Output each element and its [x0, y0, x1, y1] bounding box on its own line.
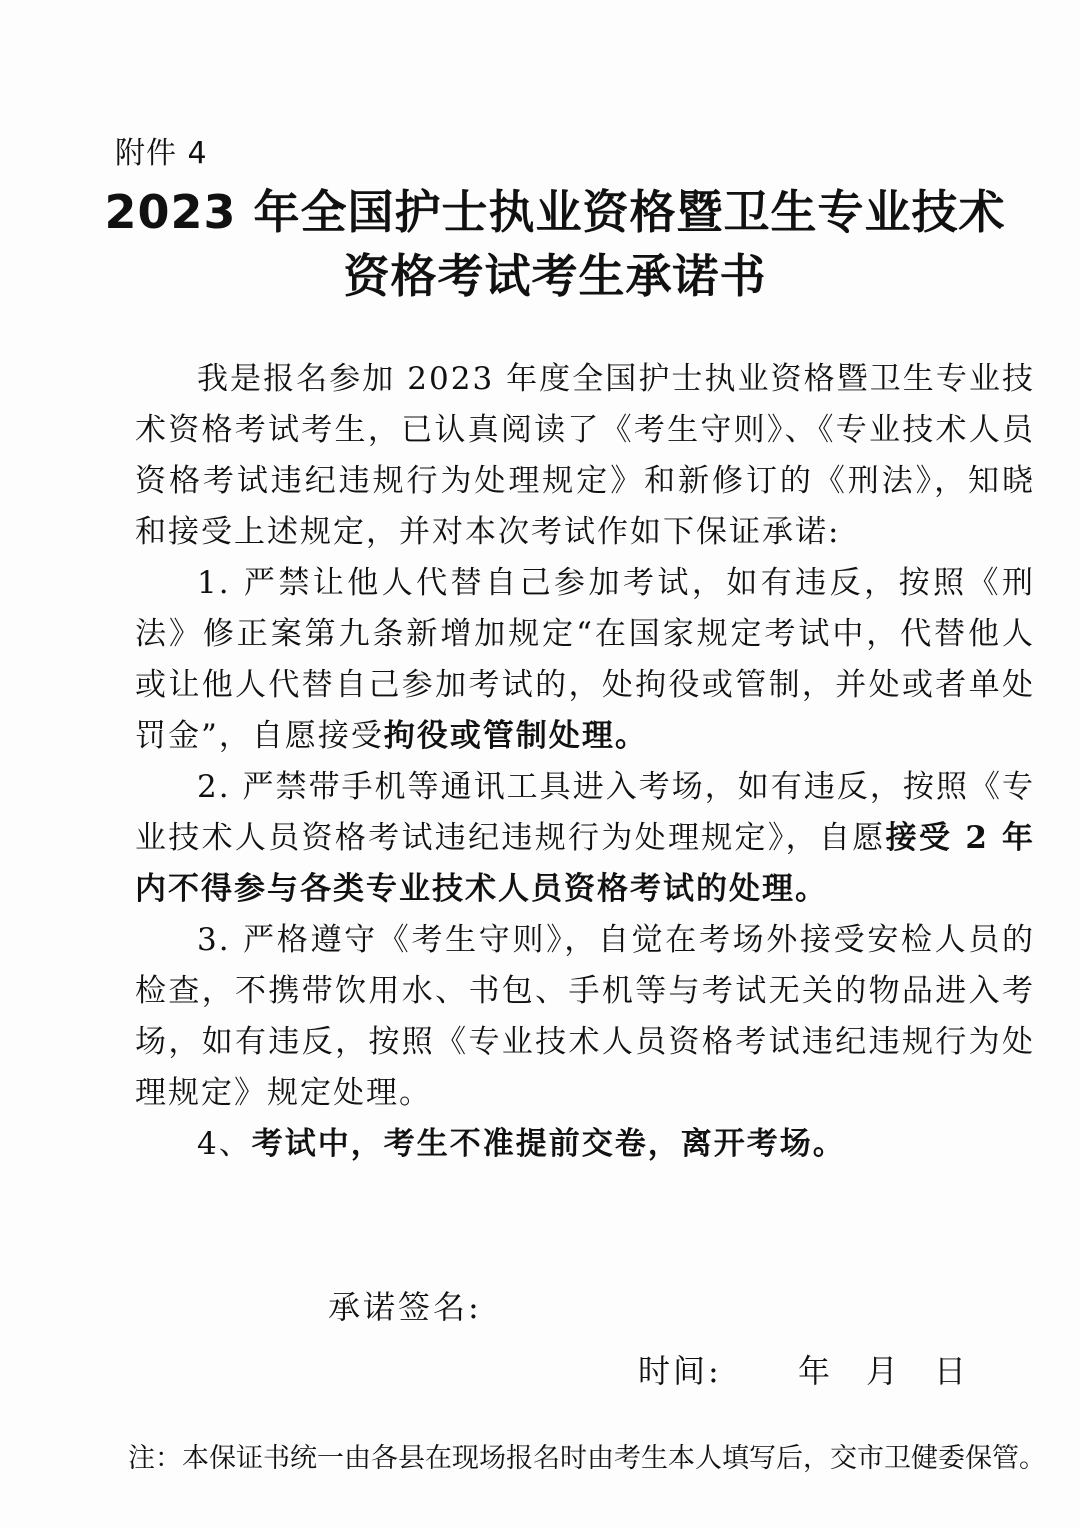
date-label: 时间: [638, 1352, 722, 1390]
item-1-text: 1. 严禁让他人代替自己参加考试，如有违反，按照《刑法》修正案第九条新增加规定“在国家规定考试中，代替他人或让他人代替自己参加考试的，处拘役或管制，并处或者单处罚金”，自愿接受 [135, 565, 1035, 754]
date-row [638, 1346, 969, 1392]
commitment-item-3: 3. 严格遵守《考生守则》，自觉在考场外接受安检人员的检查，不携带饮用水、书包、手机等与考试无关的物品进入考场，如有违反，按照《专业技术人员资格考试违纪违规行为处理规定》规定处理。 [135, 922, 1035, 1111]
item-2-bold: 接受 2 年内不得参与各类专业技术人员资格考试的处理。 [135, 820, 1036, 907]
item-4-prefix: 4、 [197, 1126, 252, 1162]
commitment-item-4 [135, 1119, 1035, 1170]
date-month: 月 [866, 1352, 902, 1390]
document-title-line-1: 2023 年全国护士执业资格暨卫生专业技术 [104, 185, 1006, 239]
date-day: 日 [934, 1352, 970, 1390]
intro-paragraph: 我是报名参加 2023 年度全国护士执业资格暨卫生专业技术资格考试考生，已认真阅读了《考生守则》、《专业技术人员资格考试违纪违规行为处理规定》和新修订的《刑法》，知晓和接受上述规定，并对本次考试作如下保证承诺: [135, 361, 1035, 550]
footer-note: 注：本保证书统一由各县在现场报名时由考生本人填写后，交市卫健委保管。 [128, 1443, 1046, 1474]
document-title-line-2: 资格考试考生承诺书 [343, 249, 767, 303]
commitment-body [135, 354, 1035, 1170]
attachment-label: 附件 4 [115, 136, 208, 171]
date-year: 年 [798, 1352, 834, 1390]
commitment-item-1 [135, 558, 1035, 762]
item-1-bold: 拘役或管制处理。 [383, 718, 648, 754]
signature-label: 承诺签名: [328, 1288, 482, 1326]
commitment-item-2 [135, 762, 1035, 915]
item-4-bold: 考试中，考生不准提前交卷，离开考场。 [251, 1126, 846, 1162]
item-2-text: 2. 严禁带手机等通讯工具进入考场，如有违反，按照《专业技术人员资格考试违纪违规行为处理规定》，自愿 [135, 769, 1035, 856]
